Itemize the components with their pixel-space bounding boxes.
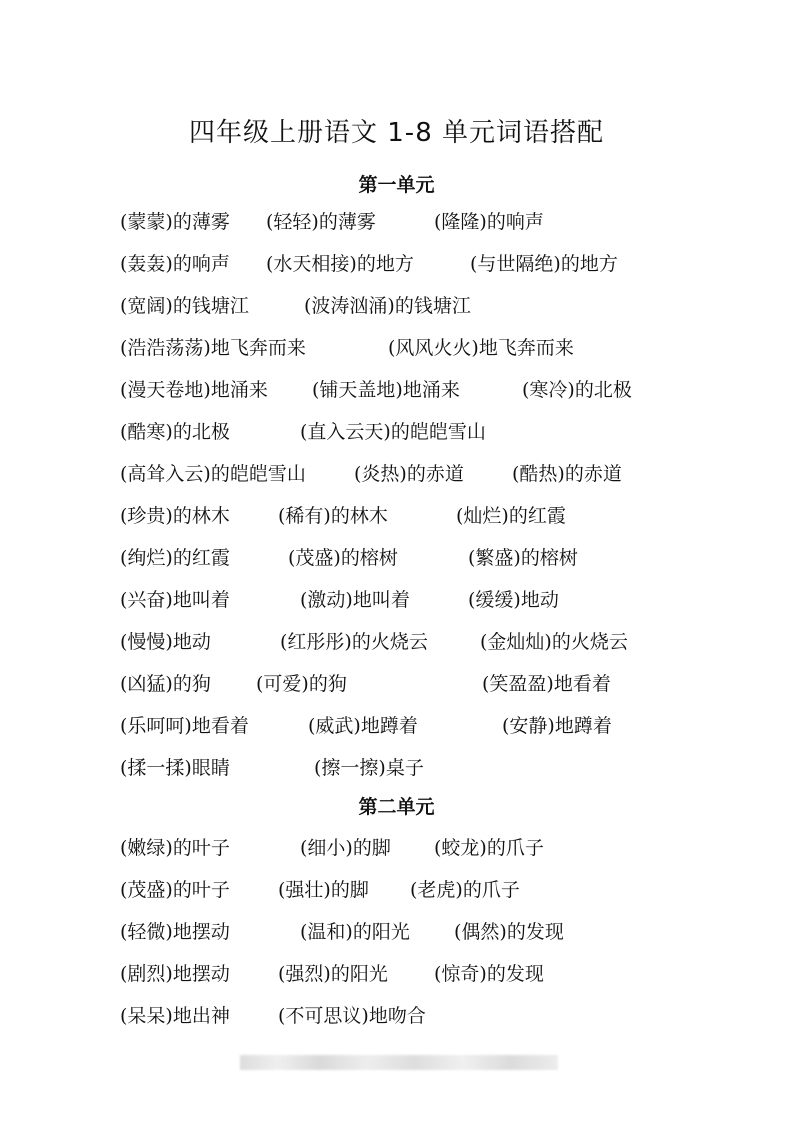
- phrase: (酷热)的赤道: [512, 463, 622, 485]
- phrase: (细小)的脚: [300, 837, 391, 859]
- page-title: 四年级上册语文 1-8 单元词语搭配: [189, 118, 604, 148]
- unit2-heading: 第二单元: [358, 796, 435, 818]
- phrase: (蒙蒙)的薄雾: [120, 211, 230, 233]
- phrase: (茂盛)的叶子: [120, 879, 230, 901]
- phrase: (笑盈盈)地看着: [482, 673, 611, 695]
- phrase: (强烈)的阳光: [278, 963, 388, 985]
- phrase: (水天相接)的地方: [266, 253, 414, 275]
- phrase: (直入云天)的皑皑雪山: [300, 421, 486, 443]
- phrase: (老虎)的爪子: [410, 879, 520, 901]
- phrase: (与世隔绝)的地方: [470, 253, 618, 275]
- blurred-footer-watermark: [240, 1055, 558, 1070]
- phrase: (威武)地蹲着: [308, 715, 418, 737]
- phrase: (轻微)地摆动: [120, 921, 230, 943]
- phrase: (慢慢)地动: [120, 631, 211, 653]
- phrase: (繁盛)的榕树: [468, 547, 578, 569]
- phrase: (铺天盖地)地涌来: [312, 379, 460, 401]
- phrase: (茂盛)的榕树: [288, 547, 398, 569]
- phrase: (炎热)的赤道: [354, 463, 464, 485]
- phrase: (蛟龙)的爪子: [434, 837, 544, 859]
- phrase: (呆呆)地出神: [120, 1005, 230, 1027]
- phrase: (波涛汹涌)的钱塘江: [304, 295, 471, 317]
- phrase: (隆隆)的响声: [434, 211, 544, 233]
- phrase: (安静)地蹲着: [502, 715, 612, 737]
- phrase: (擦一擦)桌子: [314, 757, 424, 779]
- unit1-heading: 第一单元: [358, 174, 435, 196]
- phrase: (偶然)的发现: [454, 921, 564, 943]
- phrase: (灿烂)的红霞: [456, 505, 566, 527]
- phrase: (缓缓)地动: [468, 589, 559, 611]
- phrase: (漫天卷地)地涌来: [120, 379, 268, 401]
- phrase: (酷寒)的北极: [120, 421, 230, 443]
- phrase: (珍贵)的林木: [120, 505, 230, 527]
- phrase: (金灿灿)的火烧云: [480, 631, 628, 653]
- phrase: (惊奇)的发现: [434, 963, 544, 985]
- phrase: (轻轻)的薄雾: [266, 211, 376, 233]
- phrase: (风风火火)地飞奔而来: [388, 337, 574, 359]
- phrase: (红彤彤)的火烧云: [280, 631, 428, 653]
- phrase: (寒冷)的北极: [522, 379, 632, 401]
- phrase: (绚烂)的红霞: [120, 547, 230, 569]
- phrase: (揉一揉)眼睛: [120, 757, 230, 779]
- phrase: (轰轰)的响声: [120, 253, 230, 275]
- phrase: (凶猛)的狗: [120, 673, 211, 695]
- phrase: (宽阔)的钱塘江: [120, 295, 249, 317]
- phrase: (嫩绿)的叶子: [120, 837, 230, 859]
- phrase: (稀有)的林木: [278, 505, 388, 527]
- phrase: (强壮)的脚: [278, 879, 369, 901]
- phrase: (乐呵呵)地看着: [120, 715, 249, 737]
- phrase: (兴奋)地叫着: [120, 589, 230, 611]
- phrase: (温和)的阳光: [300, 921, 410, 943]
- phrase: (剧烈)地摆动: [120, 963, 230, 985]
- phrase: (高耸入云)的皑皑雪山: [120, 463, 306, 485]
- phrase: (不可思议)地吻合: [278, 1005, 426, 1027]
- phrase: (可爱)的狗: [256, 673, 347, 695]
- phrase: (激动)地叫着: [300, 589, 410, 611]
- phrase: (浩浩荡荡)地飞奔而来: [120, 337, 306, 359]
